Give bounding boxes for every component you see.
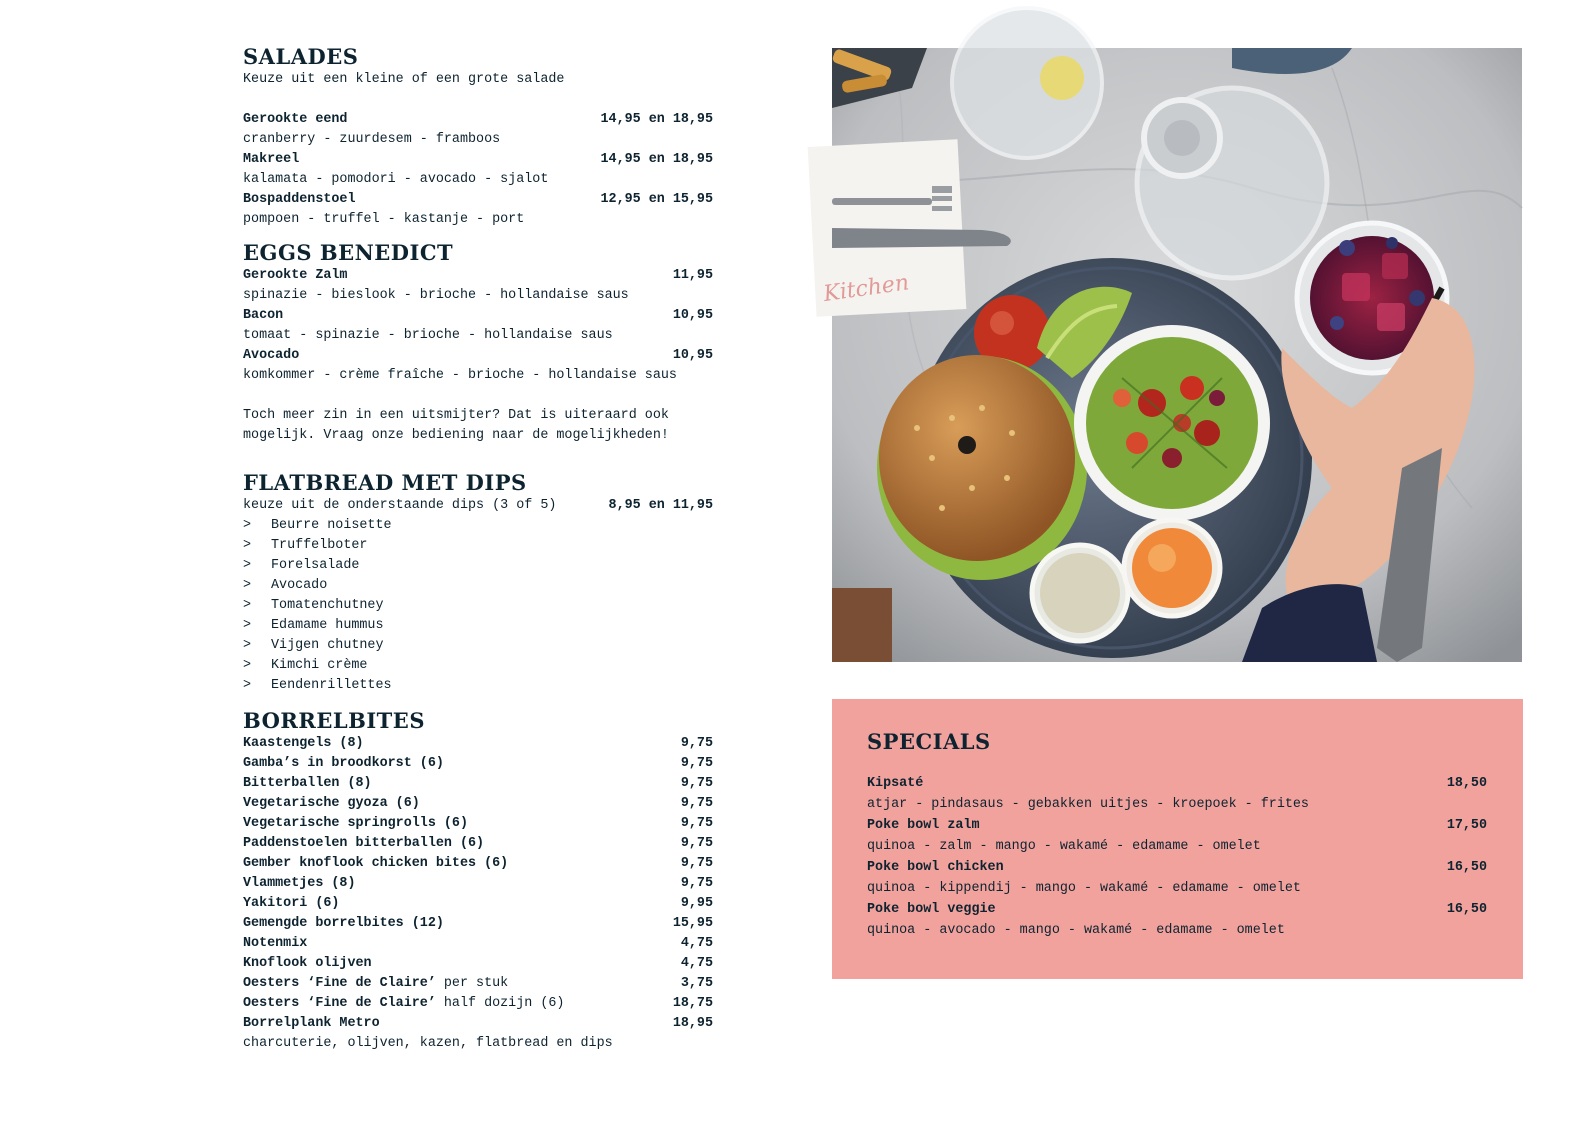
item-name: Paddenstoelen bitterballen (6) [243,836,485,851]
item-price: 16,50 [1446,860,1487,875]
item-name: Vegetarische gyoza (6) [243,796,420,811]
item-name: Notenmix [243,936,308,951]
burger [879,355,1075,561]
item-description: spinazie - bieslook - brioche - hollandaise saus [243,288,629,303]
item-price: 11,95 [672,268,713,283]
item-price: 9,75 [680,796,713,811]
menu-item [867,815,1487,857]
dip-name: Forelsalade [271,558,360,573]
item-description: pompoen - truffel - kastanje - port [243,212,525,227]
specials-box [832,699,1523,979]
item-price: 18,95 [672,1016,713,1031]
menu-item [243,914,713,934]
menu-item [243,774,713,794]
item-name: Vegetarische springrolls (6) [243,816,468,831]
dip-name: Beurre noisette [271,518,392,533]
item-name: Yakitori (6) [243,896,340,911]
menu-item [243,834,713,854]
bullet: > [243,618,252,633]
item-description: komkommer - crème fraîche - brioche - hollandaise saus [243,368,677,383]
item-description: atjar - pindasaus - gebakken uitjes - kroepoek - frites [867,797,1309,812]
item-price: 15,95 [672,916,713,931]
menu-left-column [243,44,713,1054]
item-suffix: per stuk [435,976,509,991]
list-item [243,676,713,696]
menu-item [243,794,713,814]
bullet: > [243,638,252,653]
menu-item [243,934,713,954]
menu-item [867,857,1487,899]
section-heading: SALADES [243,44,359,69]
list-item [243,616,713,636]
menu-item [243,110,713,150]
item-description: quinoa - avocado - mango - wakamé - edamame - omelet [867,923,1285,938]
dip-name: Edamame hummus [271,618,384,633]
section-heading: EGGS BENEDICT [243,240,454,265]
menu-item [243,814,713,834]
bullet: > [243,518,252,533]
menu-item [243,874,713,894]
item-name: Oesters ‘Fine de Claire’ [243,996,436,1011]
item-price: 9,75 [680,776,713,791]
item-name: Knoflook olijven [243,956,372,971]
dip-name: Tomatenchutney [271,598,384,613]
item-name: Gerookte eend [243,112,348,127]
item-name: Gerookte Zalm [243,268,348,283]
list-item [243,596,713,616]
list-item [243,576,713,596]
section-heading: SPECIALS [867,729,991,754]
item-name: Vlammetjes (8) [243,876,356,891]
item-description: cranberry - zuurdesem - framboos [243,132,501,147]
item-name: Makreel [243,152,300,167]
list-item [243,516,713,536]
item-name: Poke bowl zalm [867,818,980,833]
item-name: Bacon [243,308,284,323]
item-price: 10,95 [672,308,713,323]
bullet: > [243,558,252,573]
dip-list [243,516,713,696]
item-price: 18,50 [1446,776,1487,791]
item-name: Bitterballen (8) [243,776,372,791]
item-description: tomaat - spinazie - brioche - hollandaise saus [243,328,613,343]
eggs-note-line: Toch meer zin in een uitsmijter? Dat is uiteraard ook [243,408,669,423]
dip-name: Vijgen chutney [271,638,384,653]
item-name: Kipsaté [867,776,924,791]
bullet: > [243,578,252,593]
item-name: Borrelplank Metro [243,1016,380,1031]
menu-item [243,190,713,230]
item-price: 9,75 [680,876,713,891]
item-price: 17,50 [1446,818,1487,833]
menu-item [243,954,713,974]
menu-item [243,346,713,386]
item-price: 4,75 [680,956,713,971]
item-price: 9,75 [680,756,713,771]
list-item [243,636,713,656]
item-price: 9,75 [680,736,713,751]
menu-item [243,894,713,914]
section-eggs-benedict [243,240,713,446]
list-item [243,656,713,676]
item-price: 14,95 en 18,95 [600,152,713,167]
section-heading: BORRELBITES [243,708,425,733]
dip-name: Truffelboter [271,538,368,553]
food-photo [821,48,1522,662]
knife-icon [832,228,1011,248]
dip-name: Avocado [271,578,328,593]
menu-item [243,734,713,754]
item-name: Gemengde borrelbites (12) [243,916,444,931]
item-name: Poke bowl chicken [867,860,1004,875]
section-subtitle: Keuze uit een kleine of een grote salade [243,72,565,87]
bullet: > [243,678,252,693]
item-price: 14,95 en 18,95 [600,112,713,127]
menu-item [243,754,713,774]
list-item [243,536,713,556]
item-price: 4,75 [680,936,713,951]
item-price: 12,95 en 15,95 [600,192,713,207]
bullet: > [243,658,252,673]
item-price: 16,50 [1446,902,1487,917]
item-name: Poke bowl veggie [867,902,996,917]
dip-name: Kimchi crème [271,658,368,673]
item-description: charcuterie, olijven, kazen, flatbread en dips [243,1036,613,1051]
menu-item [243,266,713,306]
menu-item [243,1014,713,1034]
bullet: > [243,538,252,553]
menu-item [867,773,1487,815]
menu-item [243,150,713,190]
section-salades [243,44,713,230]
item-price: 3,75 [680,976,713,991]
napkin-script: Kitchen [821,270,911,308]
item-suffix: half dozijn (6) [435,996,565,1011]
item-name: Gember knoflook chicken bites (6) [243,856,509,871]
section-flatbread [243,470,713,696]
menu-item [867,899,1487,941]
bullet: > [243,598,252,613]
list-item [243,556,713,576]
item-price: 9,75 [680,856,713,871]
item-description: quinoa - kippendij - mango - wakamé - edamame - omelet [867,881,1301,896]
item-price: 8,95 en 11,95 [608,498,713,513]
item-price: 10,95 [672,348,713,363]
menu-item [243,306,713,346]
item-price: 18,75 [672,996,713,1011]
section-subtitle: keuze uit de onderstaande dips (3 of 5) [243,498,557,513]
item-name: Avocado [243,348,300,363]
item-price: 9,75 [680,836,713,851]
item-price: 9,95 [680,896,713,911]
item-name: Kaastengels (8) [243,736,364,751]
item-name: Bospaddenstoel [243,192,356,207]
dip-name: Eendenrillettes [271,678,392,693]
item-name: Oesters ‘Fine de Claire’ [243,976,436,991]
menu-item [243,974,713,994]
menu-item [243,994,713,1014]
item-description: quinoa - zalm - mango - wakamé - edamame - omelet [867,839,1261,854]
item-price: 9,75 [680,816,713,831]
menu-item [243,854,713,874]
section-heading: FLATBREAD MET DIPS [243,470,527,495]
item-description: kalamata - pomodori - avocado - sjalot [243,172,549,187]
item-name: Gamba’s in broodkorst (6) [243,756,444,771]
section-borrelbites [243,708,713,1054]
eggs-note-line: mogelijk. Vraag onze bediening naar de mogelijkheden! [243,428,669,443]
